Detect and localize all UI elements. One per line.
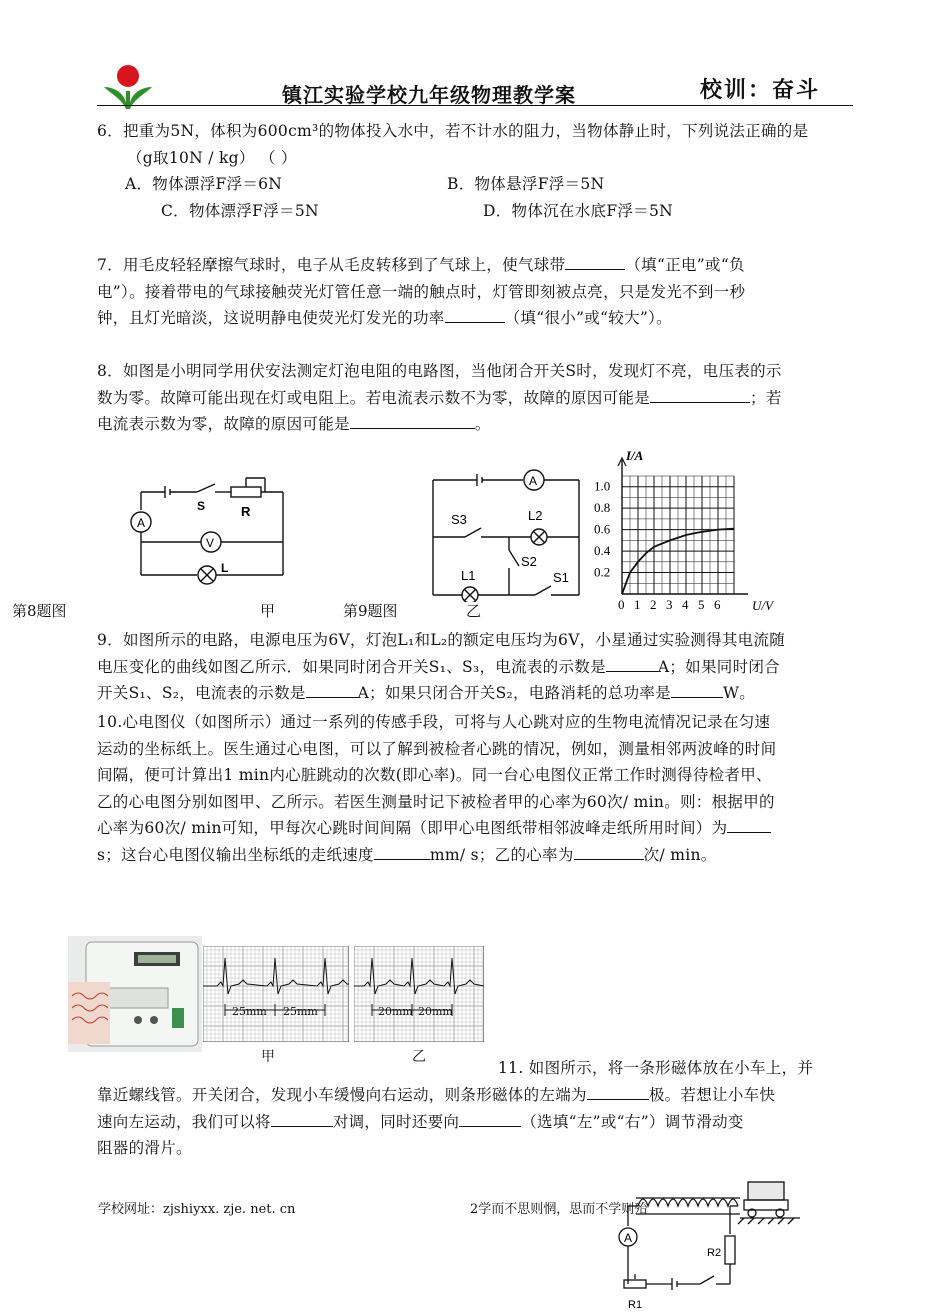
q9-blank-2[interactable] (306, 683, 358, 698)
iu-chart (592, 446, 792, 614)
fig9-l1-label: L1 (461, 568, 476, 583)
q9-blank-1[interactable] (606, 657, 658, 672)
q11-r1-label: R1 (628, 1299, 643, 1311)
q9-text-5: A；如果只闭合开关S₂，电路消耗的总功率是 (357, 684, 671, 702)
school-logo (100, 63, 156, 111)
q11-blank-3[interactable] (459, 1112, 521, 1127)
q9-text-3: A；如果同时闭合 (657, 657, 780, 676)
q11-text-2: 靠近螺线管。开关闭合，发现小车缓慢向右运动，则条形磁体的左端为 (97, 1086, 587, 1104)
q11-text-6: （选填“左”或“右”）调节滑动变 (521, 1112, 744, 1131)
ecg-yi-caption: 乙 (412, 1049, 426, 1065)
q11-ammeter-label: A (624, 1231, 633, 1245)
q7-text-3: 电”）。接着带电的气球接触荧光灯管任意一端的触点时，灯管即刻被点亮，只是发光不到一秒 (97, 282, 746, 301)
chart-y-tick-label: 0.6 (594, 521, 611, 537)
page-header-title: 镇江实验学校九年级物理教学案 (282, 83, 576, 107)
q9-text-1: 9．如图所示的电路，电源电压为6V，灯泡L₁和L₂的额定电压均为6V，小星通过实验测得其电流随 (97, 631, 786, 649)
q10-line-3: 间隔，便可计算出1 min内心脏跳动的次数(即心率)。同一台心电图仪正常工作时测得待检者甲、 (97, 766, 772, 784)
q10-line-6a: s；这台心电图仪输出坐标纸的走纸速度 (97, 845, 374, 864)
chart-x-tick-label: 4 (682, 597, 689, 612)
ecg-jia-label-a: 25mm (232, 1005, 267, 1018)
q10-line-6b: mm/ s；乙的心率为 (429, 845, 574, 864)
chart-y-tick-label: 0.2 (594, 564, 611, 580)
chart-x-tick-label: 3 (666, 597, 673, 612)
ecg-strip-jia (203, 946, 349, 1042)
ecg-strip-yi (354, 946, 484, 1042)
fig8-lamp-label: L (221, 561, 229, 575)
fig9-s1-label: S1 (553, 570, 569, 585)
question-9 (97, 627, 857, 707)
fig8-caption: 第8题图 (12, 602, 67, 620)
header-rule (97, 105, 853, 106)
question-11 (97, 1082, 857, 1162)
q8-blank-2[interactable] (350, 414, 475, 429)
q6-option-a: A．物体漂浮F浮＝6N (125, 175, 283, 193)
question-6 (97, 118, 857, 225)
footer-page-motto: 2学而不思则惘，思而不学则殆 (470, 1202, 648, 1217)
q7-text-4: 钟，且灯光暗淡，这说明静电使荧光灯发光的功率 (97, 309, 445, 327)
q8-blank-1[interactable] (650, 388, 750, 403)
ecg-yi-label-b: 20mm (418, 1005, 453, 1018)
chart-x-tick-label: 0 (618, 597, 625, 612)
chart-x-tick-label: 5 (698, 597, 705, 612)
school-motto: 校训：奋斗 (700, 77, 821, 103)
q10-line-4: 乙的心电图分别如图甲、乙所示。若医生测量时记下被检者甲的心率为60次/ min。则：根据甲的 (97, 792, 775, 811)
chart-y-tick-label: 1.0 (594, 478, 611, 494)
fig9-ammeter-label: A (529, 474, 538, 488)
q10-blank-2[interactable] (374, 845, 430, 860)
q10-blank-3[interactable] (574, 845, 644, 860)
q6-stem: 6．把重为5N，体积为600cm³的物体投入水中，若不计水的阻力，当物体静止时，下列说法正确的是 (97, 122, 809, 140)
footer-school-site: 学校网址：zjshiyxx. zje. net. cn (98, 1202, 296, 1217)
q8-text-1: 8．如图是小明同学用伏安法测定灯泡电阻的电路图，当他闭合开关S时，发现灯不亮，电压表的示 (97, 362, 782, 380)
q10-line-5: 心率为60次/ min可知，甲每次心跳时间间隔（即甲心电图纸带相邻波峰走纸所用时间）为 (97, 819, 728, 837)
fig8-resistor-label: R (241, 504, 251, 519)
q7-blank-1[interactable] (565, 255, 625, 270)
q11-blank-2[interactable] (271, 1112, 333, 1127)
q8-text-4: 电流表示数为零，故障的原因可能是 (97, 415, 350, 433)
q9-text-2: 电压变化的曲线如图乙所示．如果同时闭合开关S₁、S₃，电流表的示数是 (97, 657, 606, 676)
q9-text-4: 开关S₁、S₂，电流表的示数是 (97, 684, 306, 702)
q10-line-1: 10.心电图仪（如图所示）通过一系列的传感手段，可将与人心跳对应的生物电流情况记录在匀速 (97, 713, 771, 731)
ecg-yi-label-a: 20mm (378, 1005, 413, 1018)
question-7 (97, 252, 857, 332)
q8-text-2: 数为零。故障可能出现在灯或电阻上。若电流表示数不为零，故障的原因可能是 (97, 388, 651, 407)
ecg-jia-label-b: 25mm (283, 1005, 318, 1018)
q10-line-2: 运动的坐标纸上。医生通过心电图，可以了解到被检者心跳的情况，例如，测量相邻两波峰的时间 (97, 739, 777, 758)
q7-text-1: 7．用毛皮轻轻摩擦气球时，电子从毛皮转移到了气球上，使气球带 (97, 256, 566, 274)
chart-x-tick-label: 1 (634, 597, 641, 612)
q11-text-4: 速向左运动，我们可以将 (97, 1112, 271, 1131)
q8-text-3: ；若 (750, 388, 782, 407)
fig8-voltmeter-label: V (206, 536, 215, 550)
q9-text-6: W。 (723, 684, 756, 702)
q11-r2-label: R2 (707, 1247, 722, 1259)
fig8-ammeter-label: A (137, 516, 146, 530)
q6-note: （g取10N / kg） （ ） (127, 148, 297, 167)
fig9-caption: 第9题图 (343, 602, 398, 620)
q8-text-5: 。 (474, 415, 491, 433)
fig8-circuit (125, 470, 295, 585)
q9-blank-3[interactable] (671, 683, 723, 698)
fig-jia-caption: 甲 (260, 602, 276, 620)
q6-option-d: D．物体沉在水底F浮＝5N (483, 202, 674, 220)
q7-text-5: （填“很小”或“较大”）。 (504, 309, 672, 327)
fig9-s2-label: S2 (521, 554, 537, 569)
chart-y-axis-label: I/A (626, 448, 644, 463)
question-8 (97, 358, 857, 438)
fig8-switch-label: S (197, 499, 206, 513)
ecg-jia-caption: 甲 (261, 1049, 275, 1065)
chart-x-tick-label: 6 (714, 597, 721, 612)
q11-blank-1[interactable] (587, 1085, 649, 1100)
chart-x-tick-label: 2 (650, 597, 657, 612)
fig9-l2-label: L2 (528, 508, 543, 523)
q11-text-7: 阻器的滑片。 (97, 1139, 192, 1157)
fig9-circuit (425, 462, 585, 602)
q11-text-1: 11. 如图所示，将一条形磁体放在小车上，并 (498, 1059, 814, 1077)
q11-text-3: 极。若想让小车快 (648, 1086, 776, 1104)
fig-yi-caption: 乙 (466, 602, 482, 620)
fig9-s3-label: S3 (451, 512, 467, 527)
ecg-device-image (68, 936, 202, 1052)
chart-x-axis-label: U/V (752, 598, 773, 613)
question-10 (97, 709, 857, 868)
q11-text-5: 对调，同时还要向 (332, 1112, 460, 1131)
q7-text-2: （填“正电”或“负 (625, 256, 745, 274)
q10-line-6c: 次/ min。 (643, 845, 717, 864)
q10-blank-1[interactable] (727, 818, 771, 833)
q6-option-c: C．物体漂浮F浮＝5N (161, 202, 319, 220)
q6-option-b: B．物体悬浮F浮＝5N (447, 175, 605, 193)
chart-y-tick-label: 0.4 (594, 543, 611, 559)
chart-y-tick-label: 0.8 (594, 500, 611, 516)
q7-blank-2[interactable] (445, 308, 505, 323)
